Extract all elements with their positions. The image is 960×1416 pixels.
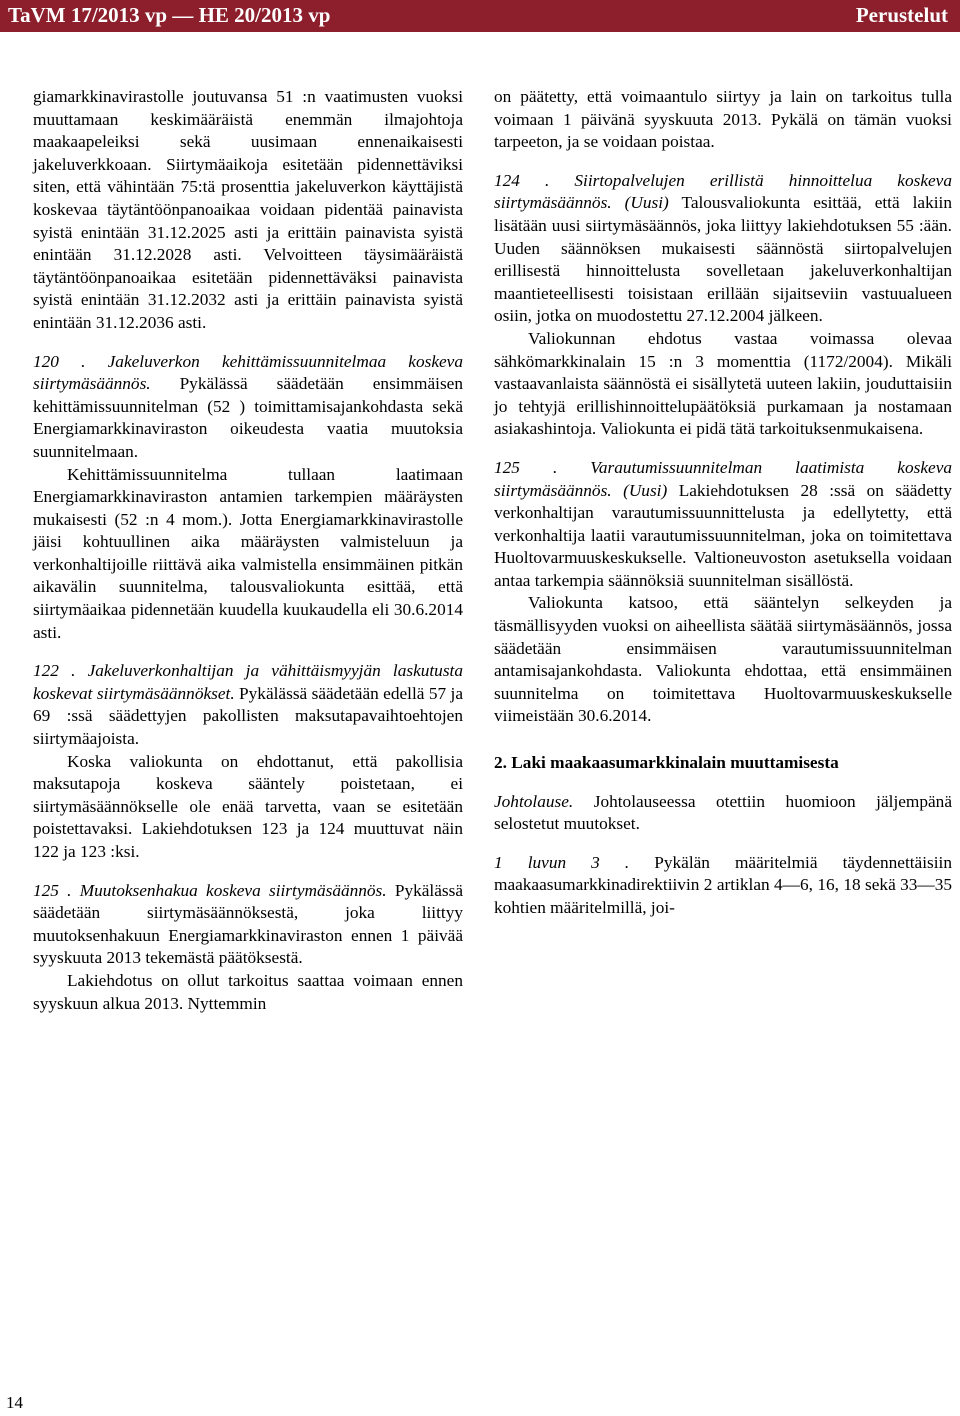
paragraph: Lakiehdotus on ollut tarkoitus saattaa voimaan ennen syyskuun alkua 2013. Nyttemmin [33,970,463,1013]
header-document-id: TaVM 17/2013 vp — HE 20/2013 vp [8,3,331,27]
johtolause-title: Johtolause. [494,791,574,811]
section-122-text: Pykälässä säädetään edellä 57 ja 69 :ssä säädettyjen pakollisten maksutapavaihtoehtojen siirtymäajoista. [33,683,463,749]
page-number: 14 [6,1393,23,1412]
paragraph: Valiokunta katsoo, että sääntelyn selkeyden ja täsmällisyyden vuoksi on aiheellista säätää siirtymäsäännös, jossa säädetään ensimmäisen varautumissuunnitelman antamisajankohdasta. Valiokunta ehdottaa, että ensimmäinen suunnitelma on toimitettava Huoltovarmuuskeskukselle viimeistään 30.6.2014. [494,593,952,726]
section-125-new [494,457,952,593]
section-122-title: 122 . Jakeluverkonhaltijan ja vähittäismyyjän laskutusta koskevat siirtymäsäännökset. [33,661,463,703]
section-120-title: 120 . Jakeluverkon kehittämissuunnitelmaa koskeva siirtymäsäännös. [33,351,463,394]
header-section: Perustelut [855,3,948,27]
running-header [0,0,960,32]
paragraph: giamarkkinavirastolle joutuvansa 51 :n vaatimusten vuoksi muuttamaan keskimääräistä enemmän ilmajohtoja maakaapeleiksi sekä uusimaan ennenaikaisesti jakeluverkkoaan. Siirtymäaikoja esitetään pidennettäviksi siten, että vähintään 75:tä prosenttia jakeluverkon käyttäjistä koskevaa täytäntöönpanoaikaa voidaan pidentää painavista syistä enintään 31.12.2025 asti ja erittäin painavista syistä enintään 31.12.2028 asti. Velvoitteen täysimääräistä täytäntöönpanoaikaa esitetään pidennettäväksi painavista syistä enintään 31.12.2032 asti ja erittäin painavista syistä enintään 31.12.2036 asti. [33,87,463,332]
section-124 [494,170,952,328]
section-125-new-title: 125 . Varautumissuunnitelman laatimista koskeva siirtymäsäännös. (Uusi) [494,457,952,500]
right-column [494,86,952,920]
johtolause [494,791,952,836]
section-125 [33,880,463,970]
paragraph: Kehittämissuunnitelma tullaan laatimaan Energiamarkkinaviraston antamien tarkempien määräysten mukaisesti (52 :n 4 mom.). Jotta Energiamarkkinavirastolle jäisi kohtuullinen aika määräysten valmisteluun ja verkonhaltijoille riittävä aika valmistella ensimmäinen pitkän aikavälin suunnitelma, talousvaliokunta esittää, että siirtymäaikaa pidennetään kuudella kuukaudella eli 30.6.2014 asti. [33,464,463,642]
paragraph: on päätetty, että voimaantulo siirtyy ja lain on tarkoitus tulla voimaan 1 päivänä syyskuuta 2013. Pykälä on tämän vuoksi tarpeeton, ja se voidaan poistaa. [494,87,952,152]
section-120-text: Pykälässä säädetään ensimmäisen kehittämissuunnitelman (52 ) toimittamisajankohdasta sekä Energiamarkkinaviraston oikeudesta vaatia muutoksia suunnitelmaan. [33,374,463,461]
left-column [33,86,463,1015]
chapter-1-section-3-text: Pykälän määritelmiä täydennettäisiin maakaasumarkkinadirektiivin 2 artiklan 4—6, 16, 18 sekä 33—35 kohtien määritelmillä, joi- [494,852,952,917]
section-heading: 2. Laki maakaasumarkkinalain muuttamisesta [494,753,839,773]
paragraph: Koska valiokunta on ehdottanut, että pakollisia maksutapoja koskeva sääntely poistetaan, ei siirtymäsäännökselle ole enää tarvetta, vaan se esitetään poistettavaksi. Lakiehdotuksen 123 ja 124 muuttuvat näin 122 ja 123 :ksi. [33,751,463,861]
johtolause-text: Johtolauseessa otettiin huomioon jäljempänä selostetut muutokset. [494,791,952,834]
section-124-title: 124 . Siirtopalvelujen erillistä hinnoittelua koskeva siirtymäsäännös. (Uusi) [494,170,952,213]
section-125-title: 125 . Muutoksenhakua koskeva siirtymäsäännös. [33,880,387,900]
section-122 [33,660,463,750]
section-125-new-text: Lakiehdotuksen 28 :ssä on säädetty verkonhaltijan varautumissuunnittelusta ja edellytetty, että verkonhaltija laatii varautumissuunnitelman, joka on toimitettava Huoltovarmuuskeskukselle. Valtioneuvoston asetuksella voidaan antaa tarkempia säännöksiä suunnitelman sisällöstä. [494,480,952,590]
section-124-text: Talousvaliokunta esittää, että lakiin lisätään uusi siirtymäsäännös, joka liittyy lakiehdotuksen 55 :ään. Uuden säännöksen mukaisesti säännöstä siirtopalvelujen erillisestä hinnoittelusta sovelletaan jakeluverkonhaltijan maantieteellisesti toisistaan erillään sijaitseviin vastuualueen osiin, jotka on muodostettu 27.12.2004 jälkeen. [494,193,952,326]
chapter-1-section-3 [494,852,952,920]
section-120 [33,351,463,464]
section-125-text: Pykälässä säädetään siirtymäsäännöksestä, joka liittyy muutoksenhakuun Energiamarkkinaviraston ennen 1 päivää syyskuuta 2013 tekemästä päätöksestä. [33,880,463,968]
paragraph: Valiokunnan ehdotus vastaa voimassa olevaa sähkömarkkinalain 15 :n 3 momenttia (1172/2004). Mikäli vastaavanlaista säännöstä ei sisällytetä uuteen lakiin, jouduttaisiin jo tehtyjä erillishinnoittelupäätöksiä purkamaan ja nostamaan asiakashintoja. Valiokunta ei pidä tätä tarkoituksenmukaisena. [494,328,952,439]
chapter-1-section-3-title: 1 luvun 3 . [494,852,630,872]
